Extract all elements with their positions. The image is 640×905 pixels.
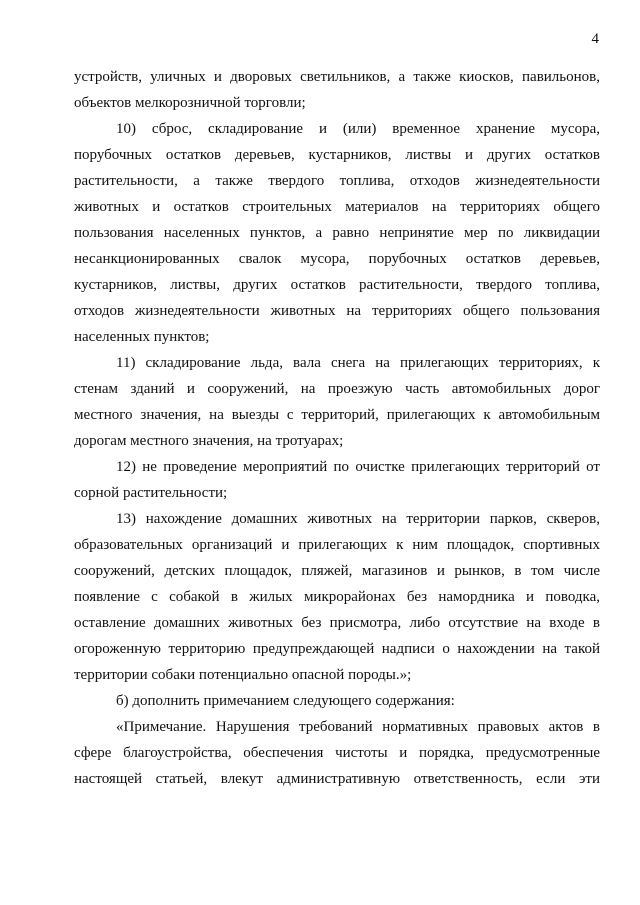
text-line: сорной растительности; (74, 485, 228, 501)
paragraph-b (74, 688, 600, 714)
text-line: животных и остатков строительных материалов на территориях общего (74, 199, 600, 215)
text-line: кустарников, листвы, других остатков растительности, твердого топлива, (74, 277, 600, 293)
text-line: появление с собакой в жилых микрорайонах без намордника и поводка, (74, 589, 600, 605)
document-body (74, 64, 600, 792)
text-line: порубочных остатков деревьев, кустарников, листвы и других остатков (74, 147, 600, 163)
text-line: 12) не проведение мероприятий по очистке прилегающих территорий от (116, 459, 600, 475)
paragraph-note (74, 714, 600, 792)
text-line: несанкционированных свалок мусора, порубочных остатков деревьев, (74, 251, 600, 267)
text-line: сфере благоустройства, обеспечения чистоты и порядка, предусмотренные (74, 745, 600, 761)
text-line: объектов мелкорозничной торговли; (74, 95, 306, 111)
text-line: б) дополнить примечанием следующего содержания: (116, 693, 455, 709)
text-line: настоящей статьей, влекут административную ответственность, если эти (74, 771, 600, 787)
text-line: территории собаки потенциально опасной породы.»; (74, 667, 412, 683)
paragraph-item-11 (74, 350, 600, 454)
text-line: отходов жизнедеятельности животных на территориях общего пользования (74, 303, 600, 319)
text-line: устройств, уличных и дворовых светильников, а также киосков, павильонов, (74, 69, 600, 85)
text-line: 11) складирование льда, вала снега на прилегающих территориях, к (116, 355, 600, 371)
text-line: 10) сброс, складирование и (или) временное хранение мусора, (116, 121, 600, 137)
page-number: 4 (591, 31, 599, 47)
paragraph-item-12 (74, 454, 600, 506)
text-line: местного значения, на выезды с территорий, прилегающих к автомобильным (74, 407, 600, 423)
paragraph-item-13 (74, 506, 600, 688)
text-line: образовательных организаций и прилегающих к ним площадок, спортивных (74, 537, 600, 553)
text-line: огороженную территорию предупреждающей надписи о нахождении на такой (74, 641, 600, 657)
text-line: растительности, а также твердого топлива, отходов жизнедеятельности (74, 173, 600, 189)
text-line: дорогам местного значения, на тротуарах; (74, 433, 344, 449)
text-line: сооружений, детских площадок, пляжей, магазинов и рынков, в том числе (74, 563, 600, 579)
text-line: 13) нахождение домашних животных на территории парков, скверов, (116, 511, 600, 527)
paragraph-item-10 (74, 116, 600, 350)
text-line: «Примечание. Нарушения требований нормативных правовых актов в (116, 719, 600, 735)
text-line: пользования населенных пунктов, а равно непринятие мер по ликвидации (74, 225, 600, 241)
text-line: населенных пунктов; (74, 329, 210, 345)
paragraph-continuation (74, 64, 600, 116)
text-line: стенам зданий и сооружений, на проезжую часть автомобильных дорог (74, 381, 600, 397)
text-line: оставление домашних животных без присмотра, либо отсутствие на входе в (74, 615, 600, 631)
